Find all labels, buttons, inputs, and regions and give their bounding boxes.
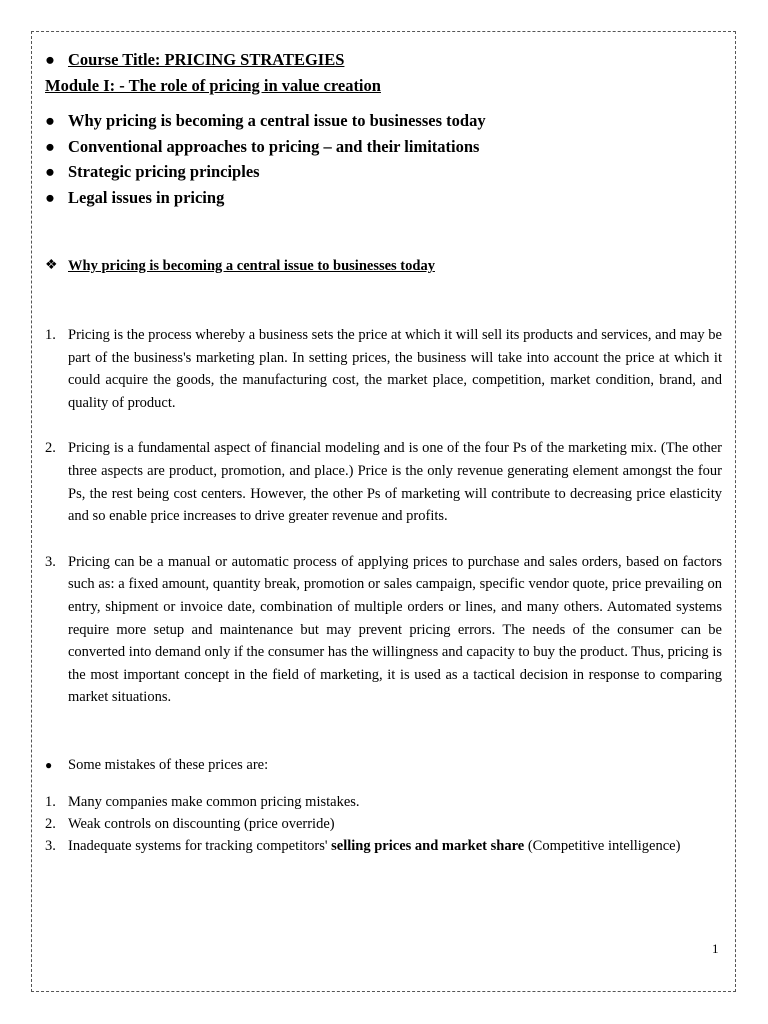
bullet-icon: ● xyxy=(45,757,53,772)
list-item xyxy=(45,835,722,857)
bullet-icon: ● xyxy=(45,187,55,207)
topic-text: Legal issues in pricing xyxy=(68,187,225,207)
item-number: 2. xyxy=(45,815,56,832)
item-text-part: Inadequate systems for tracking competitors' xyxy=(68,837,332,854)
topic-item xyxy=(45,159,722,185)
item-text: Many companies make common pricing mistakes. xyxy=(68,793,360,810)
mistakes-list xyxy=(45,791,722,857)
page-number: 1 xyxy=(712,941,719,956)
item-number: 1. xyxy=(45,327,56,343)
list-item xyxy=(45,551,722,709)
document-content xyxy=(45,48,722,857)
paragraph-list xyxy=(45,324,722,709)
section-heading-text: Why pricing is becoming a central issue to businesses today xyxy=(68,258,435,274)
list-item xyxy=(45,437,722,527)
module-title: Module I: - The role of pricing in value creation xyxy=(45,76,381,95)
item-number: 1. xyxy=(45,793,56,810)
item-text: Weak controls on discounting (price override) xyxy=(68,815,335,832)
item-text: Pricing is a fundamental aspect of financial modeling and is one of the four Ps of the marketing mix. (The other three aspects are product, promotion, and place.) Price is the only revenue generating element amongst the four Ps, the rest being cost centers. However, the other Ps of marketing will contribute to decreasing price elasticity and so enable price increases to drive greater revenue and profits. xyxy=(68,440,722,525)
topic-text: Conventional approaches to pricing – and their limitations xyxy=(68,136,480,156)
course-title: Course Title: PRICING STRATEGIES xyxy=(68,50,345,69)
item-text-bold: selling prices and market share xyxy=(331,837,525,854)
item-text: Pricing is the process whereby a business sets the price at which it will sell its products and services, and may be part of the business's marketing plan. In setting prices, the business will take into account the price at which it could acquire the goods, the manufacturing cost, the market place, competition, market condition, brand, and quality of product. xyxy=(68,327,722,411)
course-title-line xyxy=(45,48,722,72)
item-number: 3. xyxy=(45,553,56,570)
topic-text: Why pricing is becoming a central issue to businesses today xyxy=(68,111,486,130)
item-number: 3. xyxy=(45,837,56,854)
item-text-part: (Competitive intelligence) xyxy=(524,837,681,854)
bullet-icon: ● xyxy=(45,136,55,156)
bullet-icon: ● xyxy=(45,111,55,130)
list-item xyxy=(45,324,722,414)
topic-text: Strategic pricing principles xyxy=(68,162,260,181)
list-item xyxy=(45,813,722,835)
item-text xyxy=(68,835,722,857)
mistakes-heading xyxy=(45,754,722,776)
diamond-bullet-icon: ❖ xyxy=(45,258,58,273)
item-number: 2. xyxy=(45,440,56,457)
bullet-icon: ● xyxy=(45,162,55,181)
topic-item xyxy=(45,185,722,211)
list-item xyxy=(45,791,722,813)
section-heading xyxy=(45,255,722,277)
topic-item xyxy=(45,134,722,160)
topic-item xyxy=(45,108,722,134)
topics-list xyxy=(45,108,722,210)
mistakes-heading-text: Some mistakes of these prices are: xyxy=(68,756,269,773)
bullet-icon: ● xyxy=(45,50,55,69)
item-text: Pricing can be a manual or automatic process of applying prices to purchase and sales orders, based on factors such as: a fixed amount, quantity break, promotion or sales campaign, specific vendor quote, price prevailing on entry, shipment or invoice date, combination of multiple orders or lines, and many others. Automated systems require more setup and maintenance but may prevent pricing errors. The needs of the consumer can be converted into demand only if the consumer has the willingness and capacity to buy the product. Thus, pricing is the most important concept in the field of marketing, it is used as a tactical decision in response to comparing market situations. xyxy=(68,553,722,706)
